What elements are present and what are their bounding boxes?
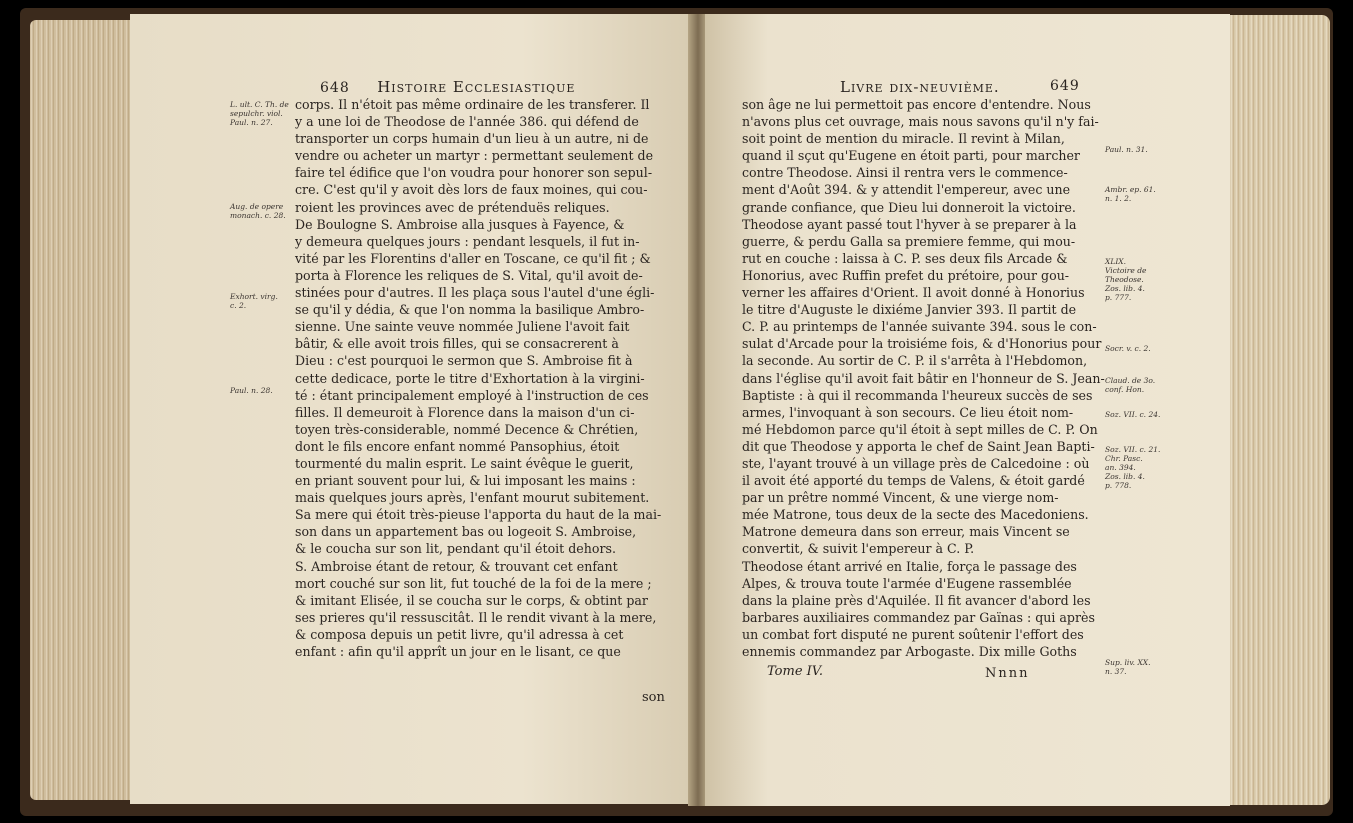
margin-note: n. 37. bbox=[1105, 667, 1127, 676]
right-header bbox=[840, 78, 1080, 96]
text-line: grande confiance, que Dieu lui donneroit la victoire. bbox=[742, 199, 1076, 215]
text-line: mort couché sur son lit, fut touché de la foi de la mere ; bbox=[295, 575, 652, 591]
text-line: se qu'il y dédia, & que l'on nomma la basilique Ambro- bbox=[295, 302, 645, 318]
text-line: son âge ne lui permettoit pas encore d'entendre. Nous bbox=[742, 97, 1091, 112]
text-line: n'avons plus cet ouvrage, mais nous savons qu'il n'y fai- bbox=[742, 114, 1099, 130]
text-line: en priant souvent pour lui, & lui imposant les mains : bbox=[295, 473, 636, 489]
margin-note: Paul. n. 27. bbox=[230, 118, 273, 127]
text-line: ses prieres qu'il ressuscitât. Il le rendit vivant à la mere, bbox=[295, 609, 657, 625]
text-line: soit point de mention du miracle. Il revint à Milan, bbox=[742, 131, 1065, 147]
text-line: porta à Florence les reliques de S. Vital, qu'il avoit de- bbox=[295, 267, 643, 283]
text-line: dans la plaine près d'Aquilée. Il fit avancer d'abord les bbox=[742, 592, 1091, 608]
margin-note: Soz. VII. c. 21. bbox=[1105, 445, 1161, 454]
text-line: transporter un corps humain d'un lieu à un autre, ni de bbox=[295, 131, 649, 147]
margin-note: Claud. de 3o. bbox=[1105, 376, 1156, 385]
margin-note: Soz. VII. c. 24. bbox=[1105, 410, 1161, 419]
text-line: & le coucha sur son lit, pendant qu'il étoit dehors. bbox=[295, 541, 616, 557]
text-line: contre Theodose. Ainsi il rentra vers le commence- bbox=[742, 165, 1068, 181]
text-line: sienne. Une sainte veuve nommée Juliene l'avoit fait bbox=[295, 319, 630, 335]
text-line: Theodose étant arrivé en Italie, força le passage des bbox=[742, 558, 1077, 574]
margin-note: L. ult. C. Th. de bbox=[230, 100, 289, 109]
text-line: dit que Theodose y apporta le chef de Saint Jean Bapti- bbox=[742, 438, 1095, 454]
left-running-title: Histoire Ecclesiastique bbox=[377, 78, 576, 96]
text-line: y a une loi de Theodose de l'année 386. qui défend de bbox=[295, 114, 639, 130]
text-line: convertit, & suivit l'empereur à C. P. bbox=[742, 541, 975, 557]
margin-note: an. 394. bbox=[1105, 463, 1136, 472]
text-line: quand il sçut qu'Eugene en étoit parti, pour marcher bbox=[742, 148, 1080, 164]
margin-note: Zos. lib. 4. bbox=[1105, 472, 1145, 481]
right-text-block bbox=[742, 96, 1105, 660]
text-line: barbares auxiliaires commandez par Gaïnas : qui après bbox=[742, 609, 1095, 625]
left-header bbox=[320, 78, 575, 96]
text-line: mais quelques jours après, l'enfant mourut subitement. bbox=[295, 490, 650, 506]
margin-note: Aug. de opere bbox=[230, 202, 284, 211]
text-line: ste, l'ayant trouvé à un village près de Calcedoine : où bbox=[742, 455, 1090, 471]
text-line: vendre ou acheter un martyr : permettant seulement de bbox=[295, 148, 654, 164]
right-page bbox=[705, 14, 1230, 806]
text-line: tourmenté du malin esprit. Le saint évêque le guerit, bbox=[295, 455, 634, 471]
margin-note: Victoire de bbox=[1105, 266, 1147, 275]
text-line: mée Matrone, tous deux de la secte des Macedoniens. bbox=[742, 507, 1089, 523]
text-line: verner les affaires d'Orient. Il avoit donné à Honorius bbox=[742, 285, 1085, 301]
text-line: stinées pour d'autres. Il les plaça sous l'autel d'une égli- bbox=[295, 285, 655, 301]
margin-note: p. 777. bbox=[1105, 293, 1132, 302]
text-line: un combat fort disputé ne purent soûtenir l'effort des bbox=[742, 626, 1084, 642]
margin-note: c. 2. bbox=[230, 301, 247, 310]
margin-note: monach. c. 28. bbox=[230, 211, 286, 220]
margin-note: n. 1. 2. bbox=[1105, 194, 1132, 203]
text-line: armes, l'invoquant à son secours. Ce lieu étoit nom- bbox=[742, 404, 1074, 420]
right-page-number: 649 bbox=[1050, 78, 1080, 94]
text-line: il avoit été apporté du temps de Valens, & étoit gardé bbox=[742, 473, 1085, 489]
text-line: mé Hebdomon parce qu'il étoit à sept milles de C. P. On bbox=[742, 421, 1098, 437]
margin-note: p. 778. bbox=[1105, 481, 1132, 490]
left-page-number: 648 bbox=[320, 80, 350, 96]
text-line: té : étant principalement employé à l'instruction de ces bbox=[295, 387, 649, 403]
text-line: Matrone demeura dans son erreur, mais Vincent se bbox=[742, 524, 1070, 540]
left-catchword: son bbox=[642, 690, 665, 705]
text-line: Theodose ayant passé tout l'hyver à se preparer à la bbox=[742, 216, 1077, 232]
text-line: C. P. au printemps de l'année suivante 394. sous le con- bbox=[742, 319, 1097, 335]
margin-note: Paul. n. 28. bbox=[230, 386, 273, 395]
text-line: vité par les Florentins d'aller en Toscane, ce qu'il fit ; & bbox=[295, 250, 651, 266]
text-line: dont le fils encore enfant nommé Pansophius, étoit bbox=[295, 438, 620, 454]
text-line: Sa mere qui étoit très-pieuse l'apporta du haut de la mai- bbox=[295, 507, 662, 523]
volume-label: Tome IV. bbox=[767, 664, 824, 679]
margin-note: Exhort. virg. bbox=[230, 292, 278, 301]
text-line: sulat d'Arcade pour la troisiéme fois, & d'Honorius pour bbox=[742, 336, 1102, 352]
text-line: Alpes, & trouva toute l'armée d'Eugene rassemblée bbox=[742, 575, 1072, 591]
margin-note: Chr. Pasc. bbox=[1105, 454, 1143, 463]
margin-note: Socr. v. c. 2. bbox=[1105, 344, 1151, 353]
text-line: le titre d'Auguste le dixiéme Janvier 393. Il partit de bbox=[742, 302, 1077, 318]
text-line: dans l'église qu'il avoit fait bâtir en l'honneur de S. Jean- bbox=[742, 370, 1105, 386]
text-line: & composa depuis un petit livre, qu'il adressa à cet bbox=[295, 626, 624, 642]
text-line: corps. Il n'étoit pas même ordinaire de les transferer. Il bbox=[295, 97, 650, 112]
text-line: enfant : afin qu'il apprît un jour en le lisant, ce que bbox=[295, 644, 621, 659]
margin-note: Paul. n. 31. bbox=[1105, 145, 1148, 154]
margin-note: Zos. lib. 4. bbox=[1105, 284, 1145, 293]
text-line: roient les provinces avec de prétenduës reliques. bbox=[295, 199, 610, 215]
text-line: la seconde. Au sortir de C. P. il s'arrêta à l'Hebdomon, bbox=[742, 353, 1088, 369]
margin-note: XLIX. bbox=[1105, 257, 1127, 266]
text-line: son dans un appartement bas ou logeoit S. Ambroise, bbox=[295, 524, 637, 540]
margin-note: Ambr. ep. 61. bbox=[1105, 185, 1156, 194]
text-line: cre. C'est qu'il y avoit dès lors de faux moines, qui cou- bbox=[295, 182, 648, 198]
left-text-block bbox=[295, 96, 670, 660]
margin-note: Sup. liv. XX. bbox=[1105, 658, 1151, 667]
text-line: Dieu : c'est pourquoi le sermon que S. Ambroise fit à bbox=[295, 353, 633, 369]
text-line: Honorius, avec Ruffin prefet du prétoire, pour gou- bbox=[742, 267, 1070, 283]
text-line: ennemis commandez par Arbogaste. Dix mille Goths bbox=[742, 644, 1077, 659]
page-edges-left bbox=[30, 20, 145, 800]
text-line: rut en couche : laissa à C. P. ses deux fils Arcade & bbox=[742, 250, 1068, 266]
signature-mark: Nnnn bbox=[985, 666, 1030, 681]
margin-note: conf. Hon. bbox=[1105, 385, 1145, 394]
text-line: toyen très-considerable, nommé Decence & Chrétien, bbox=[295, 421, 639, 437]
text-line: Baptiste : à qui il recommanda l'heureux succès de ses bbox=[742, 387, 1093, 403]
text-line: S. Ambroise étant de retour, & trouvant cet enfant bbox=[295, 558, 618, 574]
text-line: par un prêtre nommé Vincent, & une vierge nom- bbox=[742, 490, 1059, 506]
text-line: cette dedicace, porte le titre d'Exhortation à la virgini- bbox=[295, 370, 645, 386]
text-line: guerre, & perdu Galla sa premiere femme, qui mou- bbox=[742, 233, 1076, 249]
margin-note: sepulchr. viol. bbox=[230, 109, 283, 118]
text-line: & imitant Elisée, il se coucha sur le corps, & obtint par bbox=[295, 592, 648, 608]
text-line: De Boulogne S. Ambroise alla jusques à Fayence, & bbox=[295, 216, 625, 232]
text-line: ment d'Août 394. & y attendit l'empereur, avec une bbox=[742, 182, 1071, 198]
text-line: y demeura quelques jours : pendant lesquels, il fut in- bbox=[295, 233, 640, 249]
margin-note: Theodose. bbox=[1105, 275, 1144, 284]
right-running-title: Livre dix-neuvième. bbox=[840, 78, 1000, 96]
left-page bbox=[130, 14, 690, 804]
text-line: filles. Il demeuroit à Florence dans la maison d'un ci- bbox=[295, 404, 635, 420]
text-line: bâtir, & elle avoit trois filles, qui se consacrerent à bbox=[295, 336, 619, 352]
text-line: faire tel édifice que l'on voudra pour honorer son sepul- bbox=[295, 165, 653, 181]
